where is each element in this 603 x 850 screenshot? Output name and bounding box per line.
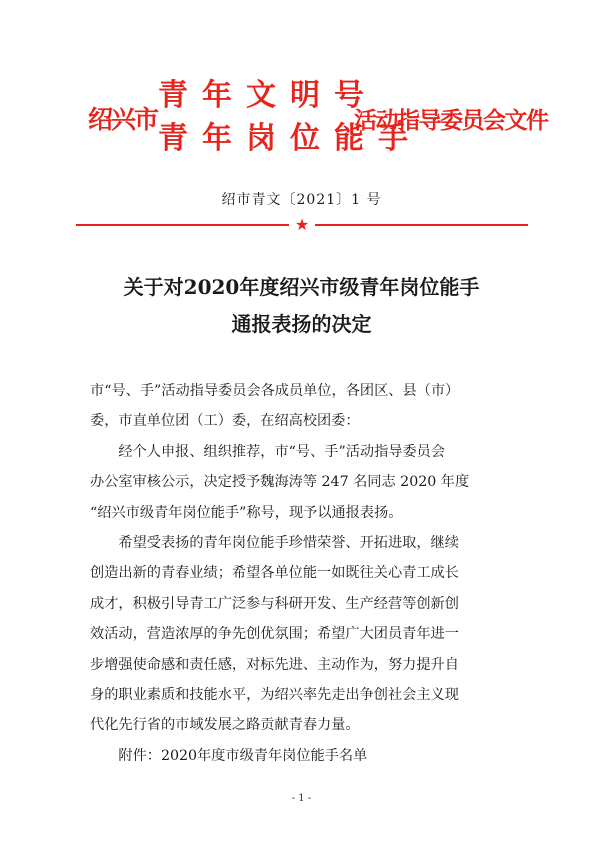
text-line: 效活动，营造浓厚的争先创优氛围；希望广大团员青年进一 <box>90 626 459 643</box>
body-paragraph-1 <box>90 437 520 528</box>
attachment-line <box>90 741 520 771</box>
text-line: 希望受表扬的青年岗位能手珍惜荣誉、开拓进取，继续 <box>90 535 459 551</box>
issuer-activity-2: 青年岗位能手 <box>158 121 422 156</box>
document-title-line-1: 关于对2020年度绍兴市级青年岗位能手 <box>123 275 480 299</box>
divider-line-right <box>315 224 528 226</box>
issuer-city: 绍兴市 <box>88 105 158 134</box>
document-number: 绍市青文〔2021〕1 号 <box>221 192 382 208</box>
text-line: 创造出新的青春业绩；希望各单位能一如既往关心青工成长 <box>90 565 459 582</box>
text-line: 步增强使命感和责任感，对标先进、主动作为，努力提升自 <box>90 656 459 673</box>
text-line: 办公室审核公示，决定授予魏海涛等 247 名同志 2020 年度 <box>90 474 470 491</box>
text-line: 附件：2020年度市级青年岗位能手名单 <box>90 748 368 764</box>
text-line: 代化先行省的市域发展之路贡献青春力量。 <box>90 717 360 734</box>
text-line: “绍兴市级青年岗位能手”称号，现予以通报表扬。 <box>90 504 403 521</box>
text-line: 经个人申报、组织推荐，市“号、手”活动指导委员会 <box>90 444 446 460</box>
body-paragraph-2 <box>90 528 520 741</box>
text-line: 身的职业素质和技能水平，为绍兴率先走出争创社会主义现 <box>90 686 459 703</box>
issuer-activity-1: 青年文明号 <box>158 78 378 113</box>
text-line: 市“号、手”活动指导委员会各成员单位，各团区、县（市） <box>90 383 460 399</box>
red-divider <box>76 215 528 234</box>
divider-line-left <box>76 224 289 226</box>
text-line: 成才，积极引导青工广泛参与科研开发、生产经营等创新创 <box>90 595 459 612</box>
document-title-line-2: 通报表扬的决定 <box>231 312 372 336</box>
page-number: - 1 - <box>291 793 312 804</box>
text-line: 委，市直单位团（工）委，在绍高校团委： <box>90 413 360 430</box>
issuer-committee: 活动指导委员会文件 <box>354 108 548 134</box>
salutation <box>90 376 520 437</box>
star-icon: ★ <box>294 215 310 234</box>
